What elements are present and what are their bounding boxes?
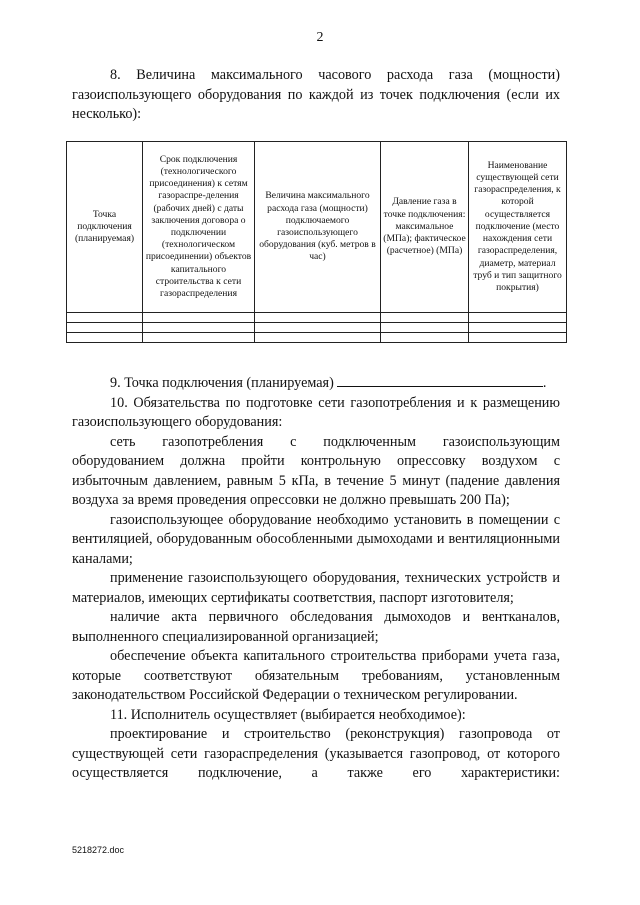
item10-title: 10. Обязательства по подготовке сети газопотребления и к размещению газоиспользующего оборудования: — [72, 394, 560, 430]
item9-line — [72, 372, 560, 394]
body-block — [72, 372, 560, 784]
item9-blank-line — [337, 372, 543, 387]
item8-text: 8. Величина максимального часового расхода газа (мощности) газоиспользующего оборудования по каждой из точек подключения (если их несколько): — [72, 67, 560, 122]
table-row — [67, 313, 567, 323]
header-connection-point: Точка подключения (планируемая) — [67, 142, 143, 313]
item9-suffix: . — [542, 375, 547, 391]
item10-point-chimney-inspection: наличие акта первичного обследования дымоходов и вентканалов, выполненного специализированной организацией; — [72, 609, 560, 645]
item8-block — [72, 66, 560, 125]
item9-text: 9. Точка подключения (планируемая) — [110, 375, 334, 391]
table-row — [67, 323, 567, 333]
table-row — [67, 333, 567, 343]
footer-filename: 5218272.doc — [72, 845, 125, 855]
header-connection-term: Срок подключения (технологического присоединения) к сетям газораспре-деления (рабочих дней) с даты заключения договора о подключении (технологическом присоединении) объектов капитального строительства к сети газораспределения — [143, 142, 255, 313]
item11-title: 11. Исполнитель осуществляет (выбирается необходимое): — [110, 706, 466, 723]
table-header-row — [67, 142, 567, 313]
header-gas-pressure: Давление газа в точке подключения: максимальное (МПа); фактическое (расчетное) (МПа) — [381, 142, 469, 313]
item10-point-pressure-test: сеть газопотребления с подключенным газоиспользующим оборудованием должна пройти контрольную опрессовку воздухом с избыточным давлением, равным 5 кПа, в течение 5 минут (падение давления воздуха за время проведения опрессовки не должно превышать 200 Па); — [72, 433, 560, 508]
item10-point-certificates: применение газоиспользующего оборудования, технических устройств и материалов, имеющих сертификаты соответствия, паспорт изготовителя; — [72, 570, 560, 606]
item11-text: проектирование и строительство (реконструкция) газопровода от существующей сети газораспределения (указывается газопровод, от которого осуществляется подключение, а также его характеристики: — [72, 726, 560, 781]
item10-point-gas-meters: обеспечение объекта капитального строительства приборами учета газа, которые соответствуют обязательным требованиям, установленным законодательством Российской Федерации о техническом регулировании. — [72, 648, 560, 703]
header-max-gas-flow: Величина максимального расхода газа (мощности) подключаемого газоиспользующего оборудования (куб. метров в час) — [255, 142, 381, 313]
item10-point-ventilation: газоиспользующее оборудование необходимо установить в помещении с вентиляцией, оборудованным обособленными дымоходами и вентиляционными каналами; — [72, 511, 560, 567]
page-number: 2 — [316, 30, 324, 45]
header-existing-network: Наименование существующей сети газораспределения, к которой осуществляется подключение (место нахождения сети газораспределения, диаметр, материал труб и тип защитного покрытия) — [469, 142, 567, 313]
connection-points-table — [66, 141, 567, 343]
